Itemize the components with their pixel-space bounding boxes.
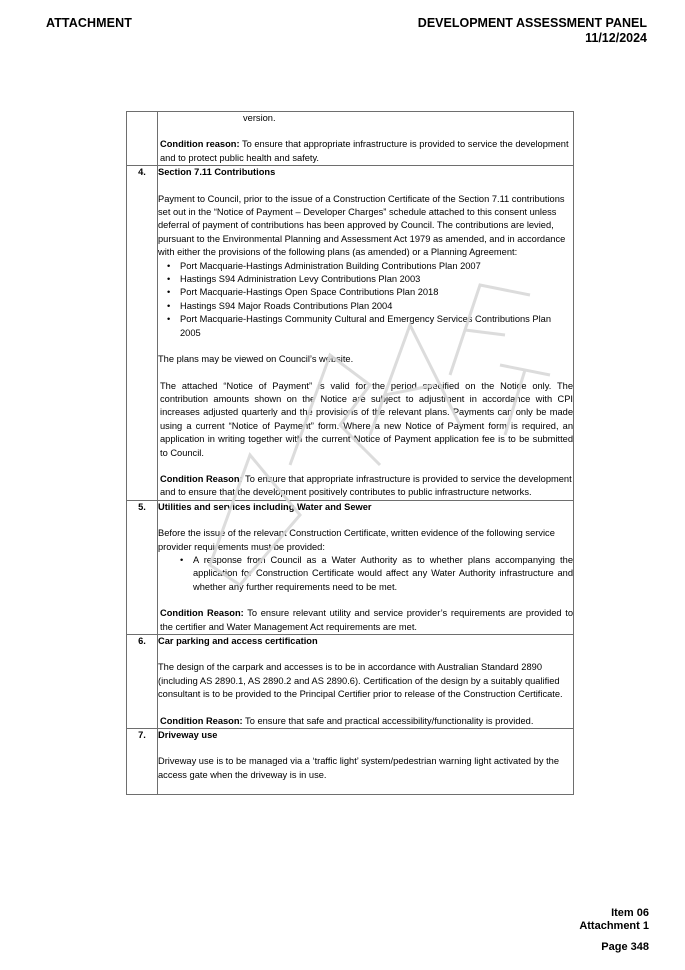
table-row — [127, 166, 574, 501]
condition-text: The design of the carpark and accesses is to be in accordance with Australian Standard 2890 (including AS 2890.1, AS 2890.2 and AS 2890.6). Certification of the design by a suitably qualified consultant is to be provided to the Principal Certifier prior to release of the Construction Certificate. — [158, 662, 563, 700]
condition-reason-label: Condition Reason: — [160, 715, 243, 726]
list-item: • Port Macquarie-Hastings Administration Building Contributions Plan 2007 — [180, 260, 573, 273]
list-item: • Hastings S94 Major Roads Contributions Plan 2004 — [180, 300, 573, 313]
condition-text: Payment to Council, prior to the issue of a Construction Certificate of the Section 7.11 contributions set out in the “Notice of Payment – Developer Charges” schedule attached to this consent unless deferral of payment of contributions has been approved by Council. The contributions are levied, pursuant to the Environmental Planning and Assessment Act 1979 as amended, and in accordance with either the provisions of the following plans (as amended) or a Planning Agreement: — [158, 193, 566, 258]
footer-item-reference — [579, 907, 649, 933]
condition-number: 4. — [127, 166, 158, 501]
condition-body — [158, 729, 574, 795]
condition-text: Before the issue of the relevant Construction Certificate, written evidence of the following service provider requirements must be provided: — [158, 528, 555, 552]
condition-title: Driveway use — [158, 730, 218, 741]
condition-number: 5. — [127, 500, 158, 634]
condition-text: The plans may be viewed on Council’s website. — [158, 354, 354, 365]
condition-reason — [158, 138, 573, 165]
header-panel-name: DEVELOPMENT ASSESSMENT PANEL — [417, 16, 647, 30]
condition-reason — [158, 607, 573, 634]
condition-reason-text: To ensure that safe and practical accessibility/functionality is provided. — [242, 715, 534, 726]
condition-reason-text: To ensure that appropriate infrastructure is provided to service the development and to protect public health and safety. — [160, 139, 569, 163]
table-row — [127, 729, 574, 795]
footer-page-number: Page 348 — [601, 941, 649, 953]
condition-text: The attached “Notice of Payment” is valid for the period specified on the Notice only. The contribution amounts shown on the Notice are subject to adjustment in accordance with CPI increases adjusted quarterly and the provisions of the relevant plans. Payments can only be made using a current “Notice of Payment” form. Where a new Notice of Payment form is required, an application in writing together with the current Notice of Payment application fee is to be submitted to Council. — [160, 380, 573, 458]
condition-title: Section 7.11 Contributions — [158, 167, 276, 178]
condition-title: Utilities and services including Water and Sewer — [158, 501, 372, 512]
condition-reason — [158, 473, 573, 500]
condition-reason-label: Condition reason: — [160, 139, 240, 150]
condition-body — [158, 112, 574, 166]
header-attachment-label: ATTACHMENT — [46, 16, 132, 30]
header-date: 11/12/2024 — [585, 31, 647, 45]
condition-body — [158, 166, 574, 501]
footer-item: Item 06 — [611, 907, 649, 919]
condition-reason-label: Condition Reason: — [160, 473, 243, 484]
condition-reason-text: To ensure that appropriate infrastructure is provided to service the development and to ensure that the development positively contributes to public infrastructure networks. — [160, 473, 572, 498]
table-row — [127, 112, 574, 166]
list-item: • Hastings S94 Administration Levy Contributions Plan 2003 — [180, 273, 573, 286]
conditions-table — [126, 111, 574, 795]
condition-reason-text: To ensure relevant utility and service provider’s requirements are provided to the certifier and Water Management Act requirements are met. — [160, 608, 574, 632]
condition-reason-label: Condition Reason: — [160, 608, 244, 619]
list-item: • Port Macquarie-Hastings Open Space Contributions Plan 2018 — [180, 286, 573, 299]
table-row — [127, 635, 574, 729]
contributions-plan-list — [158, 260, 573, 340]
condition-text: version. — [243, 113, 276, 123]
condition-title: Car parking and access certification — [158, 636, 318, 646]
condition-text: Driveway use is to be managed via a ‘traffic light’ system/pedestrian warning light activated by the access gate when the driveway is in use. — [158, 756, 560, 780]
condition-body — [158, 500, 574, 634]
condition-body — [158, 635, 574, 729]
requirements-list — [158, 554, 573, 594]
footer-attachment: Attachment 1 — [579, 920, 649, 932]
condition-reason — [158, 715, 573, 728]
list-item: • Port Macquarie-Hastings Community Cultural and Emergency Services Contributions Plan 2005 — [180, 313, 573, 340]
condition-number: 7. — [127, 729, 158, 795]
condition-number: 6. — [127, 635, 158, 729]
table-row — [127, 500, 574, 634]
list-item: • A response from Council as a Water Authority as to whether plans accompanying the application for Construction Certificate would affect any Water Authority infrastructure and whether any further requirements need to be met. — [193, 554, 573, 594]
header-panel-title — [418, 16, 647, 46]
condition-number — [127, 112, 158, 166]
